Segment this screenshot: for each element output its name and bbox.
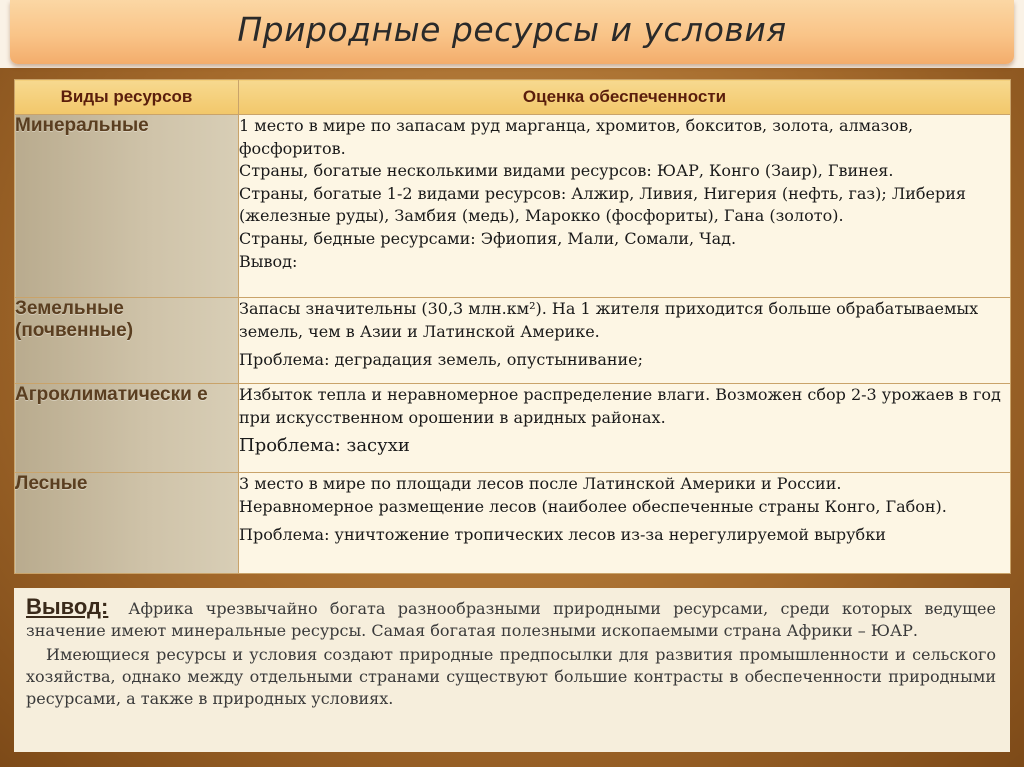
desc-line: 3 место в мире по площади лесов после Латинской Америки и России. (239, 474, 842, 493)
desc-line: Страны, богатые 1-2 видами ресурсов: Алжир, Ливия, Нигерия (нефть, газ); Либерия (железные руды), Замбия (медь), Марокко (фосфориты), Гана (золото). (239, 183, 966, 226)
conclusion-paragraph-1 (26, 596, 996, 642)
table-row-land (15, 298, 1011, 384)
desc-line: Запасы значительны (30,3 млн.км²). На 1 жителя приходится больше обрабатываемых земель, чем в Азии и Латинской Америке. (239, 299, 979, 341)
table-row-forest (15, 473, 1011, 574)
slide-title: Природные ресурсы и условия (237, 10, 787, 49)
conclusion-box (14, 588, 1010, 752)
resource-kind-agroclimatic: Агроклиматически е (15, 384, 239, 473)
desc-line: 1 место в мире по запасам руд марганца, хромитов, бокситов, золота, алмазов, фосфоритов. (239, 116, 914, 158)
resource-desc-forest (239, 473, 1011, 574)
table-header-row (15, 80, 1011, 115)
resource-desc-mineral (239, 115, 1011, 298)
header-resource-types: Виды ресурсов (15, 80, 239, 115)
conclusion-paragraph-2 (26, 644, 996, 710)
conclusion-label: Вывод: (26, 594, 109, 619)
desc-line: Избыток тепла и неравномерное распределение влаги. Возможен сбор 2-3 урожаев в год при искусственном орошении в аридных районах. (239, 385, 1001, 427)
desc-line: Неравномерное размещение лесов (наиболее обеспеченные страны Конго, Габон). (239, 496, 947, 516)
resources-table (14, 79, 1011, 574)
resource-desc-agroclimatic (239, 384, 1011, 473)
desc-line: Страны, богатые несколькими видами ресурсов: ЮАР, Конго (Заир), Гвинея. (239, 161, 894, 181)
desc-line: Вывод: (239, 251, 298, 271)
desc-line: Страны, бедные ресурсами: Эфиопия, Мали, Сомали, Чад. (239, 228, 737, 248)
resource-kind-forest: Лесные (15, 473, 239, 574)
header-assessment: Оценка обеспеченности (239, 80, 1011, 115)
conclusion-text-2: Имеющиеся ресурсы и условия создают природные предпосылки для развития промышленности и сельского хозяйства, однако между отдельными странами существуют большие контрасты в обеспеченности природными ресурсами, а также в природных условиях. (26, 645, 996, 708)
table-row-agroclimatic (15, 384, 1011, 473)
table-row-mineral (15, 115, 1011, 298)
desc-line: Проблема: деградация земель, опустынивание; (239, 350, 644, 370)
desc-line: Проблема: засухи (239, 435, 410, 457)
desc-line: Проблема: уничтожение тропических лесов из-за нерегулируемой вырубки (239, 525, 886, 545)
resource-desc-land (239, 298, 1011, 384)
conclusion-text-1: Африка чрезвычайно богата разнообразными природными ресурсами, среди которых ведущее значение имеют минеральные ресурсы. Самая богатая полезными ископаемыми страна Африки – ЮАР. (26, 599, 996, 640)
resource-kind-mineral: Минеральные (15, 115, 239, 298)
resource-kind-land: Земельные (почвенные) (15, 298, 239, 384)
